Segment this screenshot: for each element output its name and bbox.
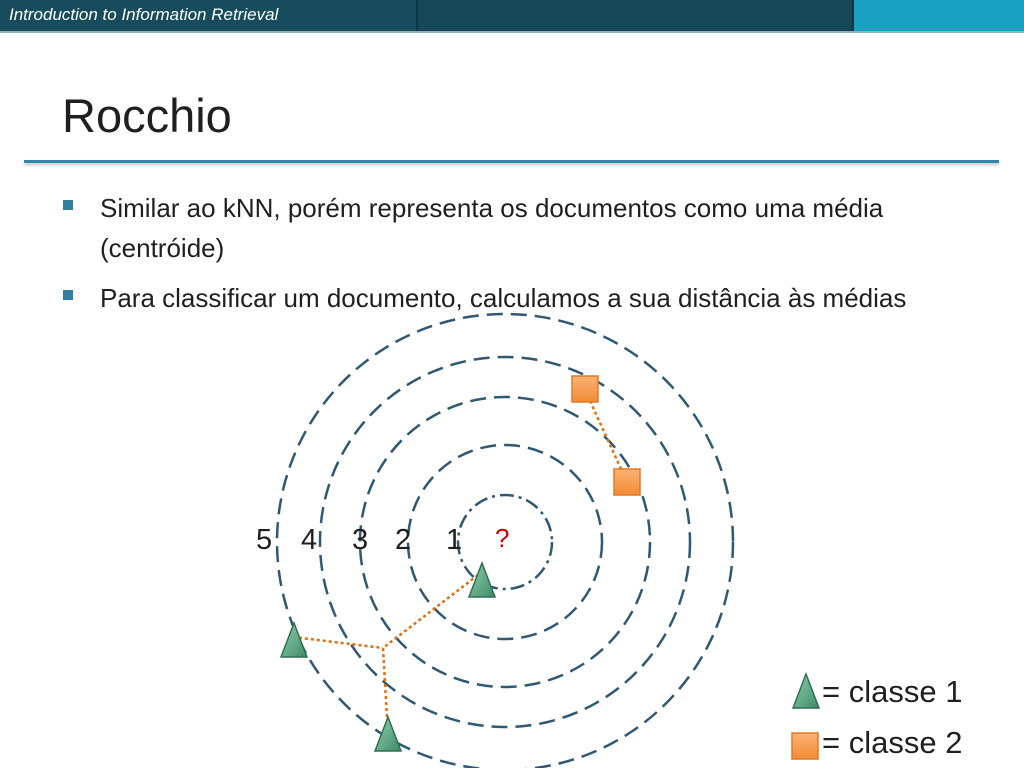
centroid-connectors [293, 390, 627, 735]
square-icon [614, 469, 640, 495]
connector-line [293, 637, 383, 648]
triangle-icon [375, 717, 401, 751]
triangle-icon [281, 623, 307, 657]
bullet-text: Similar ao kNN, porém representa os documentos como uma média (centróide) [100, 193, 884, 263]
ring-label: 3 [352, 524, 369, 556]
legend [792, 674, 819, 759]
course-title: Introduction to Information Retrieval [9, 5, 279, 24]
ring-label: 1 [446, 524, 463, 556]
legend-label-class-2: = classe 2 [822, 725, 963, 760]
bullet-text: Para classificar um documento, calculamos a sua distância às médias [100, 283, 907, 313]
triangle-icon [793, 674, 819, 708]
ring-label: 2 [395, 524, 412, 556]
connector-line [585, 390, 627, 482]
ring-label: 4 [301, 524, 318, 556]
ring-label: 5 [256, 524, 273, 556]
class-1-points [281, 563, 495, 751]
query-document-mark: ? [495, 523, 510, 553]
connector-line [383, 575, 478, 648]
ring-labels [256, 524, 462, 556]
slide-title: Rocchio [62, 89, 232, 142]
square-icon [572, 376, 598, 402]
legend-label-class-1: = classe 1 [822, 674, 963, 709]
square-icon [792, 733, 818, 759]
